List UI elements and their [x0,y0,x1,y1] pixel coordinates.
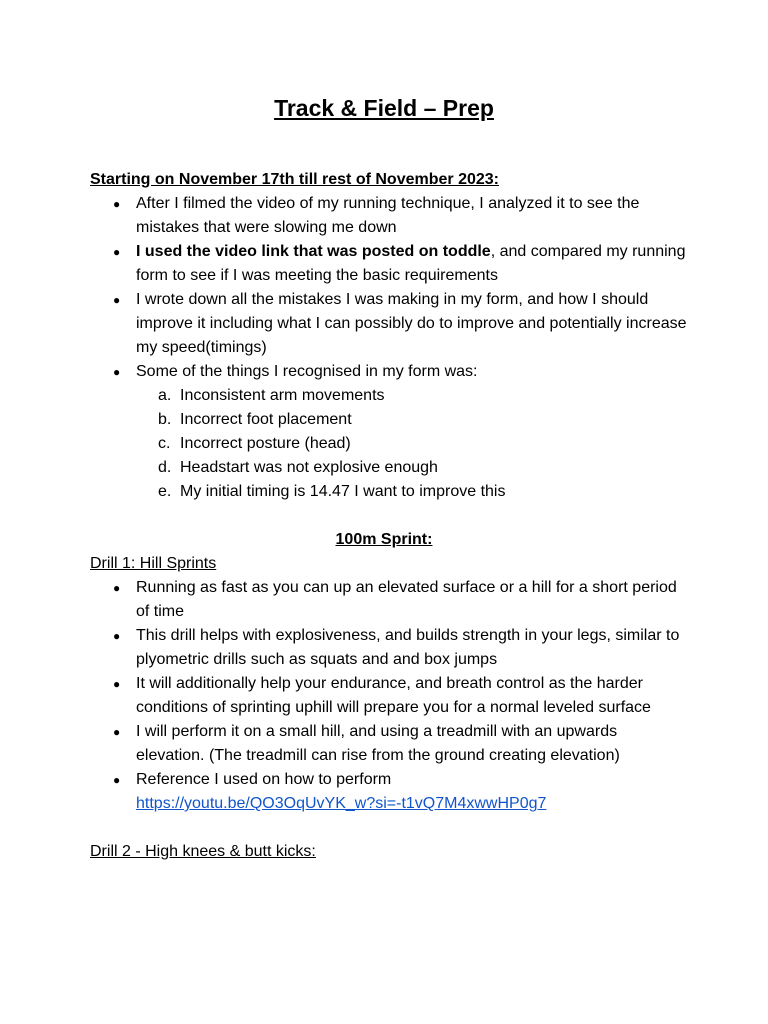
bullet-icon: ● [113,197,121,211]
sublist-marker: c. [158,435,171,452]
list-item-text: , and compared my running form to see if I was meeting the basic requirements [136,243,686,284]
sublist-marker: a. [158,387,172,404]
bullet-icon: ● [113,245,121,259]
document-body [90,168,690,864]
bullet-icon: ● [113,677,121,691]
list-item [90,768,690,816]
list-item-bold-text: I used the video link that was posted on toddle [136,243,491,260]
bullet-icon: ● [113,365,121,379]
page-title: Track & Field – Prep [274,95,494,121]
section1-bullet-list [90,192,690,384]
bullet-icon: ● [113,629,121,643]
list-item [90,288,690,360]
sublist-marker: e. [158,483,172,500]
section-heading-november: Starting on November 17th till rest of November 2023: [90,171,499,188]
drill1-bullet-list [90,576,690,816]
bullet-icon: ● [113,581,121,595]
sublist-item-text: My initial timing is 14.47 I want to improve this [180,483,506,500]
bullet-icon: ● [113,725,121,739]
spacer [90,504,690,528]
sublist-item [90,432,690,456]
bullet-icon: ● [113,773,121,787]
list-item [90,672,690,720]
form-issues-list [90,384,690,504]
list-item-text: Some of the things I recognised in my form was: [136,363,478,380]
section-heading-100m-sprint: 100m Sprint: [335,531,433,548]
sublist-item [90,480,690,504]
list-item [90,576,690,624]
list-item-text: This drill helps with explosiveness, and builds strength in your legs, similar to plyometric drills such as squats and and box jumps [136,627,680,668]
list-item [90,360,690,384]
bullet-icon: ● [113,293,121,307]
sublist-item-text: Incorrect foot placement [180,411,352,428]
sublist-marker: d. [158,459,172,476]
reference-label: Reference I used on how to perform [136,771,392,788]
list-item [90,720,690,768]
list-item [90,192,690,240]
spacer [90,816,690,840]
sublist-item-text: Inconsistent arm movements [180,387,385,404]
sublist-item [90,384,690,408]
list-item [90,240,690,288]
sublist-item [90,456,690,480]
sublist-item-text: Headstart was not explosive enough [180,459,438,476]
list-item-text: It will additionally help your endurance, and breath control as the harder conditions of sprinting uphill will prepare you for a normal leveled surface [136,675,651,716]
sublist-item-text: Incorrect posture (head) [180,435,351,452]
drill2-title: Drill 2 - High knees & butt kicks: [90,843,316,860]
list-item-text: Running as fast as you can up an elevated surface or a hill for a short period of time [136,579,677,620]
list-item [90,624,690,672]
list-item-text: After I filmed the video of my running technique, I analyzed it to see the mistakes that were slowing me down [136,195,640,236]
list-item-text: I wrote down all the mistakes I was making in my form, and how I should improve it including what I can possibly do to improve and potentially increase my speed(timings) [136,291,687,356]
sublist-item [90,408,690,432]
reference-link[interactable]: https://youtu.be/QO3OqUvYK_w?si=-t1vQ7M4xwwHP0g7 [136,795,547,812]
drill1-title: Drill 1: Hill Sprints [90,555,217,572]
list-item-text: I will perform it on a small hill, and using a treadmill with an upwards elevation. (The treadmill can rise from the ground creating elevation) [136,723,620,764]
sublist-marker: b. [158,411,172,428]
